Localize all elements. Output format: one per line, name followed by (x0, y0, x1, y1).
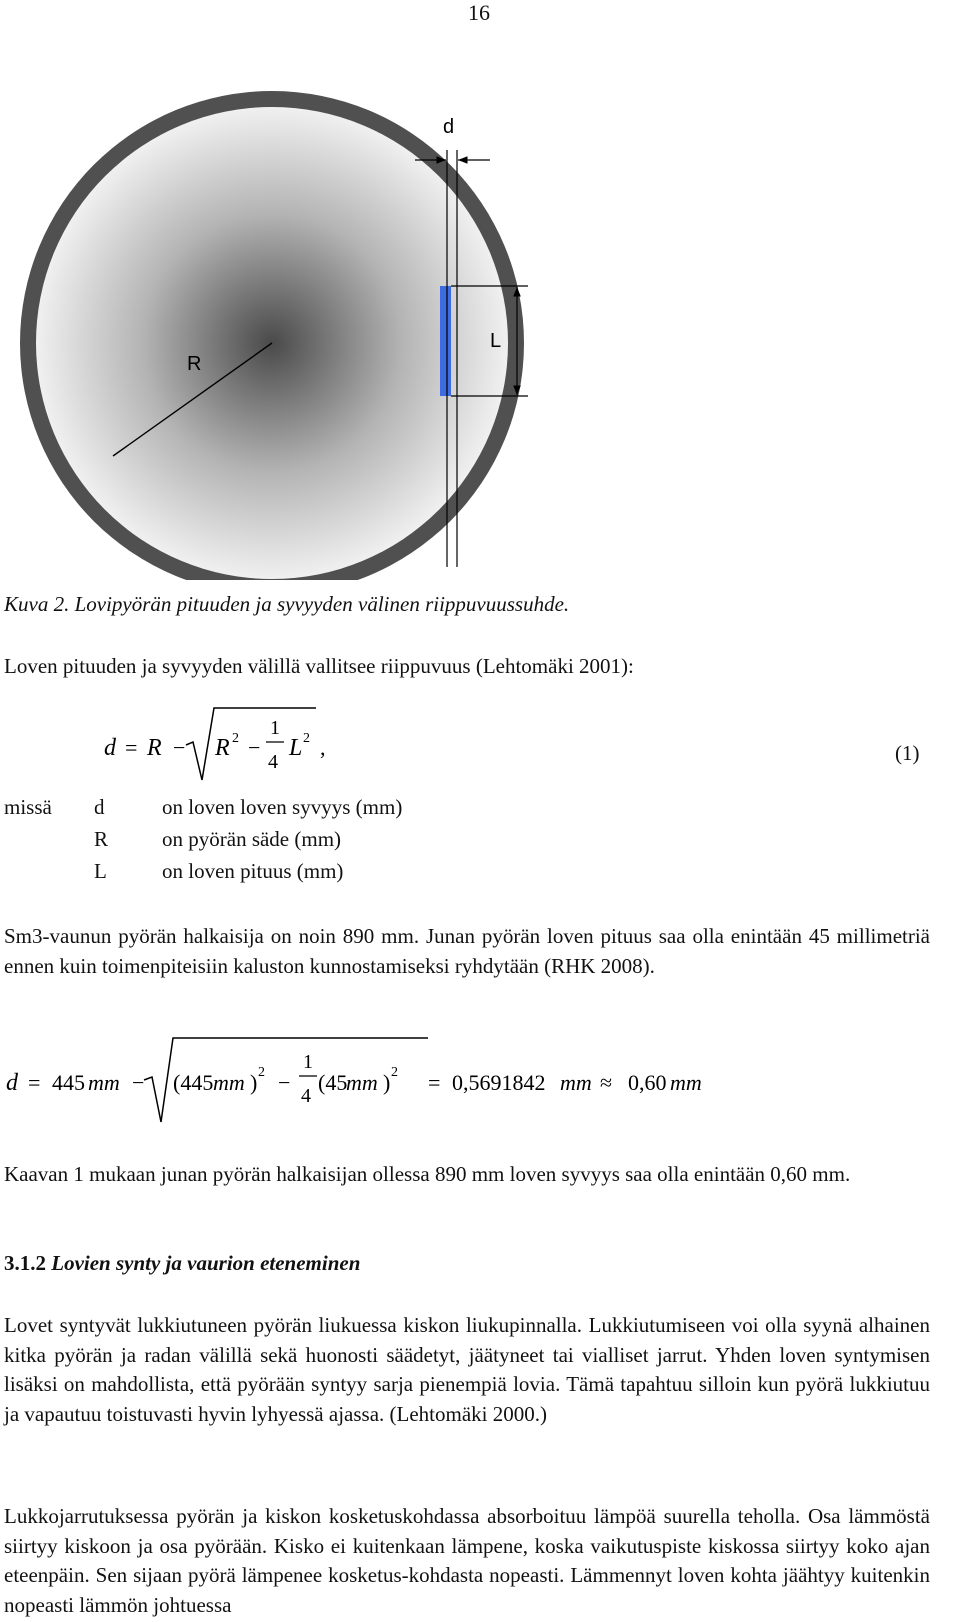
f1-minus: − (173, 735, 186, 760)
f2-c-mm: mm (346, 1070, 378, 1095)
paragraph-1: Sm3-vaunun pyörän halkaisija on noin 890 mm. Junan pyörän loven pituus saa olla enintään 45 millimetriä ennen kuin toimenpiteisiin kaluston kunnostamiseksi ryhdytään (RHK 2008). (4, 924, 930, 978)
f2-frac-num: 1 (303, 1051, 313, 1073)
legend-desc-R: on pyörän säde (mm) (162, 827, 342, 851)
figure-caption: Kuva 2. Lovipyörän pituuden ja syvyyden välinen riippuvuussuhde. (4, 592, 570, 616)
f2-res: 0,5691842 (452, 1070, 546, 1095)
f2-a-mm: mm (88, 1070, 120, 1095)
legend-sym-L: L (94, 859, 107, 883)
label-L: L (490, 330, 502, 352)
equation-number: (1) (895, 741, 920, 765)
f1-frac-num: 1 (270, 717, 280, 739)
paragraph-3: Lovet syntyvät lukkiutuneen pyörän liukuessa kiskon liukupinnalla. Lukkiutumiseen voi olla syynä alhainen kitka pyörän ja radan välillä sekä huonosti säädetyt, jäätyneet tai vialliset jarrut. Yhden loven syntymisen lisäksi on mahdollista, että pyörään syntyy sarja pienempiä lovia. Tämä tapahtuu silloin kun pyörä lukkiutuu ja vapautuu toistuvasti hyvin lyhyessä ajassa. (Lehtomäki 2000.) (4, 1313, 930, 1426)
f2-c-open: (45 (318, 1070, 348, 1095)
paragraph-2: Kaavan 1 mukaan junan pyörän halkaisijan ollessa 890 mm loven syvyys saa olla enintään 0,60 mm. (4, 1162, 851, 1186)
formula-2 (0, 1030, 960, 1130)
f2-frac-den: 4 (301, 1085, 311, 1107)
f2-minus: − (132, 1070, 145, 1095)
f2-b-open: (445 (173, 1070, 214, 1095)
f2-b-sq: 2 (258, 1065, 265, 1080)
f1-L: L (289, 735, 303, 761)
notch (440, 286, 451, 396)
f2-c-sq: 2 (391, 1065, 398, 1080)
legend-desc-L: on loven pituus (mm) (162, 859, 344, 883)
f1-minus2: − (248, 735, 261, 760)
f1-R: R (147, 735, 162, 761)
page-number: 16 (468, 0, 490, 25)
f2-res-mm: mm (560, 1070, 592, 1095)
legend-missa: missä (4, 795, 52, 819)
f1-R2: R (215, 735, 230, 761)
intro-paragraph: Loven pituuden ja syvyyden välillä vallitsee riippuvuus (Lehtomäki 2001): (4, 654, 634, 678)
f1-comma: , (320, 735, 326, 760)
f2-d: d (6, 1070, 18, 1096)
f2-approx: ≈ (600, 1070, 613, 1095)
f2-b-mm: mm (213, 1070, 245, 1095)
legend-sym-R: R (94, 827, 109, 851)
legend-desc-d: on loven loven syvyys (mm) (162, 795, 403, 819)
f2-c-close: ) (383, 1070, 391, 1095)
paragraph-4: Lukkojarrutuksessa pyörän ja kiskon kosketuskohdassa absorboituu lämpöä suurella teholla. Osa lämmöstä siirtyy kiskoon ja osa pyörään. Kisko ei kuitenkaan lämpene, koska vaikutuspiste kiskossa siirtyy koko ajan eteenpäin. Sen sijaan pyörä lämpenee kosketus-kohdasta nopeasti. Lämmennyt loven kohta jäähtyy kuitenkin nopeasti lämmön johtuessa (4, 1504, 930, 1617)
f1-eq: = (125, 735, 138, 760)
formula-1 (0, 700, 960, 790)
f2-eq2: = (428, 1070, 441, 1095)
f2-eq: = (28, 1070, 41, 1095)
section-number: 3.1.2 (4, 1251, 46, 1275)
f2-b-close: ) (250, 1070, 258, 1095)
label-R: R (187, 353, 202, 375)
f1-L-sq: 2 (303, 731, 310, 746)
section-heading (4, 1251, 360, 1276)
section-title: Lovien synty ja vaurion eteneminen (51, 1251, 361, 1275)
f1-R2-sq: 2 (232, 731, 239, 746)
f2-final: 0,60 (628, 1070, 667, 1095)
f2-a: 445 (52, 1070, 85, 1095)
f2-final-mm: mm (670, 1070, 702, 1095)
f1-frac-den: 4 (268, 751, 278, 773)
f1-d: d (104, 735, 116, 761)
label-d: d (443, 116, 455, 138)
wheel-notch-figure (0, 0, 960, 580)
f2-minus2: − (278, 1070, 291, 1095)
legend-sym-d: d (94, 795, 105, 819)
